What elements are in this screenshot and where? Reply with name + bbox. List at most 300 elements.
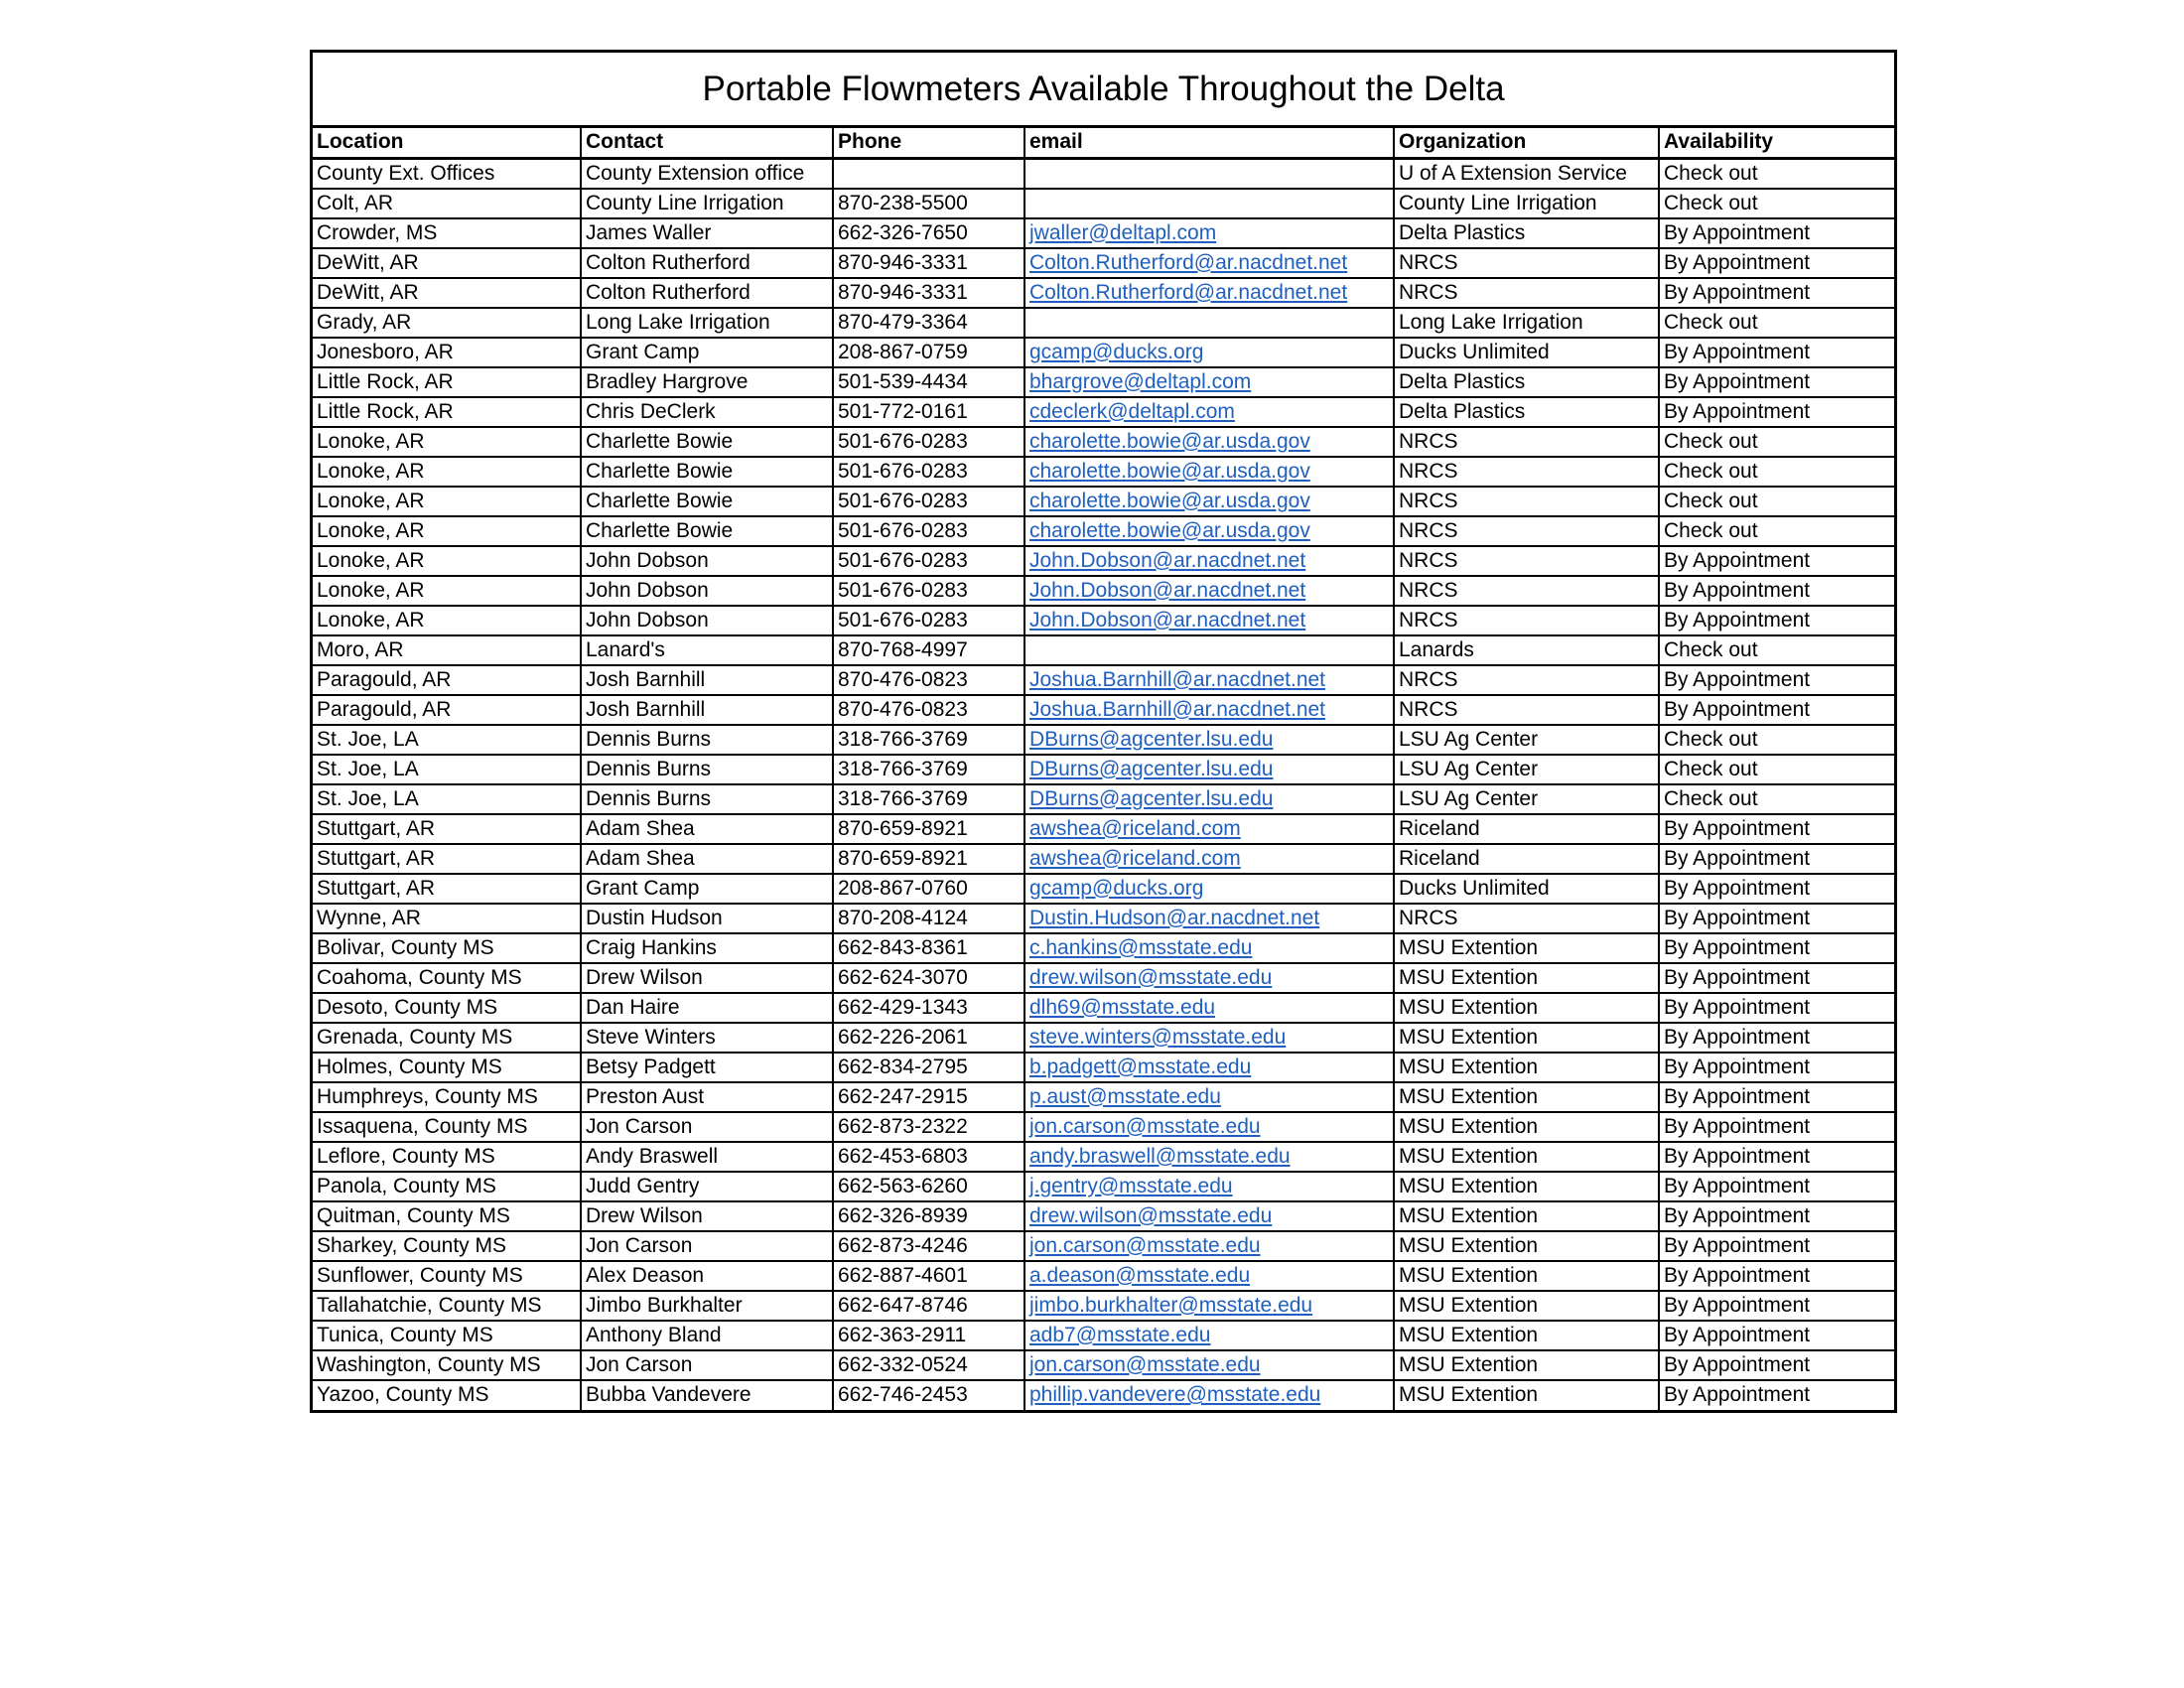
location-cell: Lonoke, AR: [313, 546, 581, 576]
organization-cell: Riceland: [1394, 844, 1659, 874]
location-cell: Quitman, County MS: [313, 1201, 581, 1231]
phone-cell: 662-563-6260: [833, 1172, 1024, 1201]
organization-cell: NRCS: [1394, 665, 1659, 695]
organization-cell: LSU Ag Center: [1394, 725, 1659, 755]
email-cell: [1024, 814, 1394, 844]
sheet-title: Portable Flowmeters Available Throughout the Delta: [313, 53, 1894, 128]
phone-cell: 870-208-4124: [833, 904, 1024, 933]
email-link[interactable]: jwaller@deltapl.com: [1029, 220, 1217, 244]
table-row: [313, 397, 1894, 427]
availability-cell: Check out: [1659, 308, 1894, 338]
location-cell: Grenada, County MS: [313, 1023, 581, 1053]
phone-cell: 662-873-2322: [833, 1112, 1024, 1142]
email-link[interactable]: Dustin.Hudson@ar.nacdnet.net: [1029, 906, 1320, 929]
organization-cell: NRCS: [1394, 427, 1659, 457]
organization-cell: MSU Extention: [1394, 1291, 1659, 1321]
availability-cell: Check out: [1659, 725, 1894, 755]
email-link[interactable]: drew.wilson@msstate.edu: [1029, 965, 1273, 989]
email-link[interactable]: andy.braswell@msstate.edu: [1029, 1144, 1291, 1168]
phone-cell: 870-476-0823: [833, 695, 1024, 725]
email-cell: [1024, 367, 1394, 397]
phone-cell: [833, 158, 1024, 189]
email-link[interactable]: Colton.Rutherford@ar.nacdnet.net: [1029, 250, 1348, 274]
organization-cell: MSU Extention: [1394, 993, 1659, 1023]
location-cell: Little Rock, AR: [313, 397, 581, 427]
location-cell: Sunflower, County MS: [313, 1261, 581, 1291]
contact-cell: County Line Irrigation: [581, 189, 833, 218]
contact-cell: Josh Barnhill: [581, 695, 833, 725]
email-cell: [1024, 308, 1394, 338]
location-cell: Holmes, County MS: [313, 1053, 581, 1082]
location-cell: Moro, AR: [313, 635, 581, 665]
organization-cell: U of A Extension Service: [1394, 158, 1659, 189]
phone-cell: 501-676-0283: [833, 546, 1024, 576]
email-cell: [1024, 397, 1394, 427]
organization-cell: NRCS: [1394, 606, 1659, 635]
location-cell: Lonoke, AR: [313, 516, 581, 546]
email-cell: [1024, 844, 1394, 874]
email-link[interactable]: Joshua.Barnhill@ar.nacdnet.net: [1029, 667, 1326, 691]
email-cell: [1024, 874, 1394, 904]
location-cell: Jonesboro, AR: [313, 338, 581, 367]
email-link[interactable]: John.Dobson@ar.nacdnet.net: [1029, 608, 1306, 632]
organization-cell: NRCS: [1394, 278, 1659, 308]
availability-cell: By Appointment: [1659, 993, 1894, 1023]
location-cell: Stuttgart, AR: [313, 814, 581, 844]
availability-cell: By Appointment: [1659, 1201, 1894, 1231]
table-row: [313, 1023, 1894, 1053]
contact-cell: Judd Gentry: [581, 1172, 833, 1201]
email-cell: [1024, 635, 1394, 665]
email-link[interactable]: dlh69@msstate.edu: [1029, 995, 1216, 1019]
email-cell: [1024, 784, 1394, 814]
contact-cell: Charlette Bowie: [581, 457, 833, 487]
phone-cell: 870-238-5500: [833, 189, 1024, 218]
email-link[interactable]: Joshua.Barnhill@ar.nacdnet.net: [1029, 697, 1326, 721]
contact-cell: James Waller: [581, 218, 833, 248]
table-row: [313, 784, 1894, 814]
header-organization: Organization: [1394, 128, 1659, 158]
table-row: [313, 367, 1894, 397]
email-cell: [1024, 1053, 1394, 1082]
email-link[interactable]: awshea@riceland.com: [1029, 846, 1241, 870]
table-row: [313, 844, 1894, 874]
location-cell: Washington, County MS: [313, 1350, 581, 1380]
email-cell: [1024, 427, 1394, 457]
contact-cell: Dennis Burns: [581, 755, 833, 784]
phone-cell: 318-766-3769: [833, 725, 1024, 755]
phone-cell: 208-867-0759: [833, 338, 1024, 367]
email-link[interactable]: phillip.vandevere@msstate.edu: [1029, 1383, 1321, 1406]
availability-cell: By Appointment: [1659, 576, 1894, 606]
email-cell: [1024, 695, 1394, 725]
table-row: [313, 1082, 1894, 1112]
location-cell: St. Joe, LA: [313, 725, 581, 755]
availability-cell: By Appointment: [1659, 1053, 1894, 1082]
availability-cell: By Appointment: [1659, 1082, 1894, 1112]
contact-cell: Dennis Burns: [581, 725, 833, 755]
availability-cell: By Appointment: [1659, 397, 1894, 427]
email-link[interactable]: charolette.bowie@ar.usda.gov: [1029, 429, 1310, 453]
organization-cell: NRCS: [1394, 248, 1659, 278]
phone-cell: 662-873-4246: [833, 1231, 1024, 1261]
phone-cell: 318-766-3769: [833, 784, 1024, 814]
availability-cell: Check out: [1659, 487, 1894, 516]
table-row: [313, 1291, 1894, 1321]
contact-cell: Charlette Bowie: [581, 516, 833, 546]
email-link[interactable]: Colton.Rutherford@ar.nacdnet.net: [1029, 280, 1348, 304]
email-link[interactable]: DBurns@agcenter.lsu.edu: [1029, 757, 1274, 780]
phone-cell: 662-887-4601: [833, 1261, 1024, 1291]
location-cell: Lonoke, AR: [313, 427, 581, 457]
availability-cell: Check out: [1659, 516, 1894, 546]
contact-cell: Drew Wilson: [581, 1201, 833, 1231]
table-row: [313, 1201, 1894, 1231]
email-cell: [1024, 1172, 1394, 1201]
organization-cell: Lanards: [1394, 635, 1659, 665]
phone-cell: 662-332-0524: [833, 1350, 1024, 1380]
email-link[interactable]: jon.carson@msstate.edu: [1029, 1352, 1261, 1376]
organization-cell: NRCS: [1394, 904, 1659, 933]
header-email: email: [1024, 128, 1394, 158]
email-cell: [1024, 218, 1394, 248]
table-row: [313, 1321, 1894, 1350]
email-link[interactable]: drew.wilson@msstate.edu: [1029, 1203, 1273, 1227]
location-cell: Lonoke, AR: [313, 576, 581, 606]
availability-cell: By Appointment: [1659, 933, 1894, 963]
table-row: [313, 189, 1894, 218]
location-cell: Desoto, County MS: [313, 993, 581, 1023]
email-cell: [1024, 1291, 1394, 1321]
organization-cell: MSU Extention: [1394, 1082, 1659, 1112]
availability-cell: By Appointment: [1659, 606, 1894, 635]
contact-cell: Andy Braswell: [581, 1142, 833, 1172]
organization-cell: Long Lake Irrigation: [1394, 308, 1659, 338]
availability-cell: By Appointment: [1659, 814, 1894, 844]
location-cell: Colt, AR: [313, 189, 581, 218]
location-cell: Tunica, County MS: [313, 1321, 581, 1350]
phone-cell: 501-676-0283: [833, 606, 1024, 635]
organization-cell: NRCS: [1394, 457, 1659, 487]
availability-cell: By Appointment: [1659, 338, 1894, 367]
contact-cell: Alex Deason: [581, 1261, 833, 1291]
email-link[interactable]: steve.winters@msstate.edu: [1029, 1025, 1287, 1049]
phone-cell: 662-624-3070: [833, 963, 1024, 993]
contact-cell: Lanard's: [581, 635, 833, 665]
location-cell: Yazoo, County MS: [313, 1380, 581, 1410]
contact-cell: Josh Barnhill: [581, 665, 833, 695]
table-row: [313, 1261, 1894, 1291]
phone-cell: 318-766-3769: [833, 755, 1024, 784]
location-cell: Bolivar, County MS: [313, 933, 581, 963]
table-row: [313, 665, 1894, 695]
contact-cell: Charlette Bowie: [581, 487, 833, 516]
location-cell: Lonoke, AR: [313, 606, 581, 635]
phone-cell: 662-746-2453: [833, 1380, 1024, 1410]
location-cell: Little Rock, AR: [313, 367, 581, 397]
flowmeter-table: [313, 128, 1894, 1410]
contact-cell: Chris DeClerk: [581, 397, 833, 427]
organization-cell: NRCS: [1394, 576, 1659, 606]
availability-cell: By Appointment: [1659, 874, 1894, 904]
phone-cell: 662-363-2911: [833, 1321, 1024, 1350]
email-link[interactable]: charolette.bowie@ar.usda.gov: [1029, 459, 1310, 483]
location-cell: Crowder, MS: [313, 218, 581, 248]
location-cell: County Ext. Offices: [313, 158, 581, 189]
email-link[interactable]: DBurns@agcenter.lsu.edu: [1029, 786, 1274, 810]
organization-cell: Delta Plastics: [1394, 218, 1659, 248]
contact-cell: Jimbo Burkhalter: [581, 1291, 833, 1321]
email-cell: [1024, 487, 1394, 516]
phone-cell: 501-772-0161: [833, 397, 1024, 427]
phone-cell: 662-326-8939: [833, 1201, 1024, 1231]
email-link[interactable]: bhargrove@deltapl.com: [1029, 369, 1252, 393]
email-cell: [1024, 516, 1394, 546]
availability-cell: By Appointment: [1664, 1383, 1811, 1406]
availability-cell: Check out: [1659, 755, 1894, 784]
availability-cell: Check out: [1659, 784, 1894, 814]
table-row: [313, 427, 1894, 457]
email-cell: [1024, 725, 1394, 755]
organization-cell: MSU Extention: [1394, 1261, 1659, 1291]
location-cell: Sharkey, County MS: [313, 1231, 581, 1261]
location-cell: Grady, AR: [313, 308, 581, 338]
email-link[interactable]: cdeclerk@deltapl.com: [1029, 399, 1235, 423]
table-row: [313, 814, 1894, 844]
table-row: [313, 606, 1894, 635]
email-link[interactable]: jimbo.burkhalter@msstate.edu: [1029, 1293, 1313, 1317]
header-location: Location: [313, 128, 581, 158]
organization-cell: MSU Extention: [1394, 1380, 1659, 1410]
table-row: [313, 1053, 1894, 1082]
availability-cell: Check out: [1659, 635, 1894, 665]
contact-cell: Adam Shea: [581, 814, 833, 844]
table-row: [313, 308, 1894, 338]
email-link[interactable]: John.Dobson@ar.nacdnet.net: [1029, 548, 1306, 572]
table-row: [313, 904, 1894, 933]
email-cell: [1024, 1321, 1394, 1350]
contact-cell: Bradley Hargrove: [581, 367, 833, 397]
table-row: [313, 457, 1894, 487]
location-cell: Stuttgart, AR: [313, 844, 581, 874]
location-cell: Tallahatchie, County MS: [313, 1291, 581, 1321]
email-cell: [1024, 278, 1394, 308]
phone-cell: 501-539-4434: [833, 367, 1024, 397]
availability-cell: By Appointment: [1659, 278, 1894, 308]
contact-cell: Drew Wilson: [581, 963, 833, 993]
contact-cell: Colton Rutherford: [581, 248, 833, 278]
availability-cell: By Appointment: [1659, 1172, 1894, 1201]
contact-cell: Jon Carson: [581, 1350, 833, 1380]
email-link[interactable]: c.hankins@msstate.edu: [1029, 935, 1253, 959]
email-link[interactable]: charolette.bowie@ar.usda.gov: [1029, 518, 1310, 542]
email-link[interactable]: p.aust@msstate.edu: [1029, 1084, 1221, 1108]
availability-cell: By Appointment: [1659, 1321, 1894, 1350]
organization-cell: NRCS: [1394, 516, 1659, 546]
flowmeter-sheet: [310, 50, 1897, 1413]
contact-cell: Adam Shea: [581, 844, 833, 874]
location-cell: Panola, County MS: [313, 1172, 581, 1201]
organization-cell: MSU Extention: [1394, 1172, 1659, 1201]
email-cell: [1024, 755, 1394, 784]
email-cell: [1024, 158, 1394, 189]
organization-cell: NRCS: [1394, 695, 1659, 725]
availability-cell: By Appointment: [1659, 695, 1894, 725]
header-availability: Availability: [1659, 128, 1894, 158]
email-cell: [1024, 993, 1394, 1023]
email-cell: [1024, 665, 1394, 695]
organization-cell: Delta Plastics: [1394, 367, 1659, 397]
location-cell: Humphreys, County MS: [313, 1082, 581, 1112]
availability-cell: By Appointment: [1659, 367, 1894, 397]
table-row: [313, 635, 1894, 665]
email-cell: [1024, 1201, 1394, 1231]
location-cell: Paragould, AR: [313, 665, 581, 695]
contact-cell: Preston Aust: [581, 1082, 833, 1112]
table-row: [313, 1112, 1894, 1142]
organization-cell: County Line Irrigation: [1394, 189, 1659, 218]
table-row: [313, 1142, 1894, 1172]
table-row: [313, 278, 1894, 308]
phone-cell: 501-676-0283: [833, 427, 1024, 457]
location-cell: Leflore, County MS: [313, 1142, 581, 1172]
table-row: [313, 963, 1894, 993]
phone-cell: 501-676-0283: [833, 576, 1024, 606]
table-row: [313, 158, 1894, 189]
email-cell: [1024, 1380, 1394, 1410]
table-row: [313, 1350, 1894, 1380]
table-body: [313, 158, 1894, 1410]
phone-cell: 662-247-2915: [833, 1082, 1024, 1112]
phone-cell: 870-768-4997: [833, 635, 1024, 665]
email-cell: [1024, 1231, 1394, 1261]
email-link[interactable]: awshea@riceland.com: [1029, 816, 1241, 840]
table-row: [313, 1172, 1894, 1201]
table-header: [313, 128, 1894, 158]
availability-cell: By Appointment: [1659, 1261, 1894, 1291]
contact-cell: Charlette Bowie: [581, 427, 833, 457]
organization-cell: NRCS: [1394, 487, 1659, 516]
phone-cell: 662-226-2061: [833, 1023, 1024, 1053]
table-row: [313, 993, 1894, 1023]
organization-cell: MSU Extention: [1394, 963, 1659, 993]
email-link[interactable]: adb7@msstate.edu: [1029, 1323, 1211, 1346]
email-cell: [1024, 963, 1394, 993]
availability-cell: By Appointment: [1659, 1023, 1894, 1053]
phone-cell: 662-429-1343: [833, 993, 1024, 1023]
email-cell: [1024, 1261, 1394, 1291]
location-cell: St. Joe, LA: [313, 755, 581, 784]
table-row: [313, 516, 1894, 546]
email-link[interactable]: charolette.bowie@ar.usda.gov: [1029, 489, 1310, 512]
organization-cell: MSU Extention: [1394, 1321, 1659, 1350]
location-cell: St. Joe, LA: [313, 784, 581, 814]
email-link[interactable]: b.padgett@msstate.edu: [1029, 1055, 1252, 1078]
phone-cell: 662-453-6803: [833, 1142, 1024, 1172]
email-link[interactable]: jon.carson@msstate.edu: [1029, 1114, 1261, 1138]
email-cell: [1024, 1112, 1394, 1142]
contact-cell: County Extension office: [581, 158, 833, 189]
contact-cell: Dan Haire: [581, 993, 833, 1023]
table-row: [313, 487, 1894, 516]
location-cell: Issaquena, County MS: [313, 1112, 581, 1142]
organization-cell: MSU Extention: [1394, 1350, 1659, 1380]
header-row: [313, 128, 1894, 158]
availability-cell: By Appointment: [1659, 665, 1894, 695]
organization-cell: Delta Plastics: [1394, 397, 1659, 427]
phone-cell: 870-659-8921: [833, 844, 1024, 874]
contact-cell: Colton Rutherford: [581, 278, 833, 308]
availability-cell: By Appointment: [1659, 1350, 1894, 1380]
email-cell: [1024, 1082, 1394, 1112]
availability-cell: By Appointment: [1659, 844, 1894, 874]
contact-cell: Steve Winters: [581, 1023, 833, 1053]
location-cell: Coahoma, County MS: [313, 963, 581, 993]
table-row: [313, 546, 1894, 576]
table-row: [313, 725, 1894, 755]
email-cell: [1024, 248, 1394, 278]
location-cell: Lonoke, AR: [313, 487, 581, 516]
email-cell: [1024, 1023, 1394, 1053]
phone-cell: 870-946-3331: [833, 248, 1024, 278]
email-cell: [1024, 457, 1394, 487]
email-link[interactable]: gcamp@ducks.org: [1029, 876, 1204, 900]
availability-cell: By Appointment: [1659, 1112, 1894, 1142]
organization-cell: Riceland: [1394, 814, 1659, 844]
email-cell: [1024, 189, 1394, 218]
contact-cell: Jon Carson: [581, 1231, 833, 1261]
contact-cell: Dustin Hudson: [581, 904, 833, 933]
email-link[interactable]: DBurns@agcenter.lsu.edu: [1029, 727, 1274, 751]
email-link[interactable]: gcamp@ducks.org: [1029, 340, 1204, 363]
header-phone: Phone: [833, 128, 1024, 158]
phone-cell: 662-834-2795: [833, 1053, 1024, 1082]
email-cell: [1024, 933, 1394, 963]
contact-cell: John Dobson: [581, 606, 833, 635]
organization-cell: MSU Extention: [1394, 1142, 1659, 1172]
organization-cell: MSU Extention: [1394, 1231, 1659, 1261]
availability-cell: By Appointment: [1659, 904, 1894, 933]
availability-cell: Check out: [1659, 457, 1894, 487]
table-row: [313, 218, 1894, 248]
phone-cell: 662-843-8361: [833, 933, 1024, 963]
location-cell: DeWitt, AR: [313, 278, 581, 308]
email-link[interactable]: jon.carson@msstate.edu: [1029, 1233, 1261, 1257]
email-cell: [1024, 576, 1394, 606]
phone-cell: 870-476-0823: [833, 665, 1024, 695]
organization-cell: Ducks Unlimited: [1394, 874, 1659, 904]
table-row: [313, 1231, 1894, 1261]
table-row: [313, 755, 1894, 784]
email-link[interactable]: j.gentry@msstate.edu: [1029, 1174, 1233, 1197]
contact-cell: Dennis Burns: [581, 784, 833, 814]
availability-cell: By Appointment: [1659, 218, 1894, 248]
email-cell: [1024, 1142, 1394, 1172]
organization-cell: MSU Extention: [1394, 1053, 1659, 1082]
phone-cell: 208-867-0760: [833, 874, 1024, 904]
availability-cell: Check out: [1659, 189, 1894, 218]
phone-cell: 870-479-3364: [833, 308, 1024, 338]
email-link[interactable]: John.Dobson@ar.nacdnet.net: [1029, 578, 1306, 602]
email-cell: [1024, 904, 1394, 933]
organization-cell: MSU Extention: [1394, 1112, 1659, 1142]
email-cell: [1024, 1350, 1394, 1380]
email-link[interactable]: a.deason@msstate.edu: [1029, 1263, 1251, 1287]
table-row: [313, 576, 1894, 606]
availability-cell: By Appointment: [1659, 546, 1894, 576]
contact-cell: Grant Camp: [581, 338, 833, 367]
phone-cell: 662-647-8746: [833, 1291, 1024, 1321]
